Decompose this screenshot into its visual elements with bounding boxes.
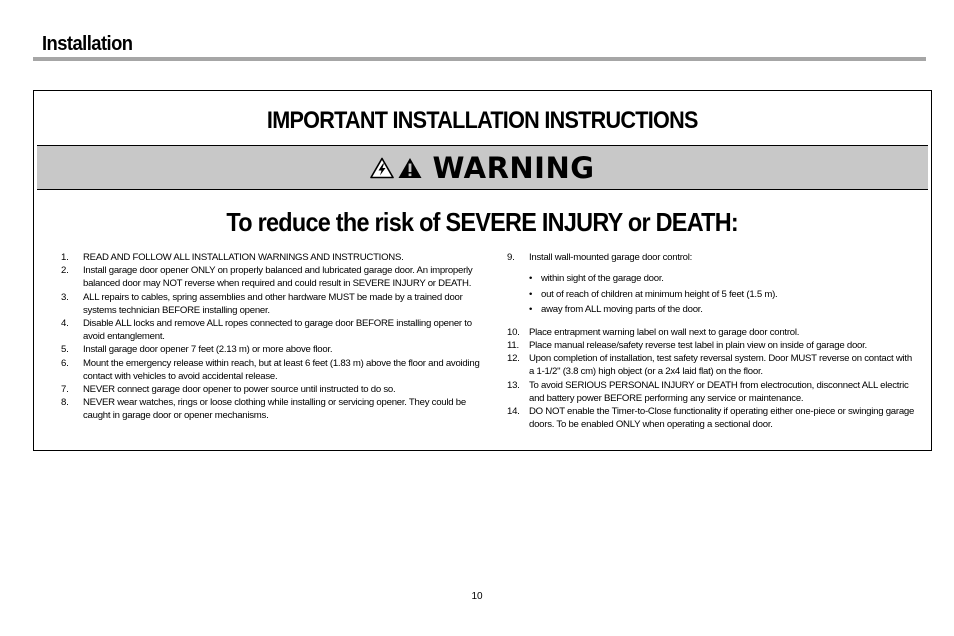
list-item [61,396,484,422]
item-number: 8. [61,397,69,409]
box-heading [34,107,931,135]
warning-box [33,90,932,451]
warning-banner [37,145,928,190]
bullet-text: out of reach of children at minimum height of 5 feet (1.5 m). [541,288,778,300]
list-item [507,405,917,431]
list-item [61,357,484,383]
list-item [61,264,484,290]
item-number: 1. [61,252,69,263]
item-text: To avoid SERIOUS PERSONAL INJURY or DEATH from electrocution, disconnect ALL electric and battery power BEFORE performing any service or maintenance. [529,379,909,404]
instructions-left-column [61,251,484,423]
item-number: 14. [507,405,520,417]
exclamation-warning-icon [398,157,422,179]
risk-subheading [34,207,931,238]
item-text: Mount the emergency release within reach, but at least 6 feet (1.83 m) above the floor and avoiding contact with vehicles to avoid accidental release. [83,357,480,382]
list-item [507,379,917,405]
list-item [507,326,917,339]
item-text: DO NOT enable the Timer-to-Close functionality if operating either one-piece or swinging garage doors. To be enabled ONLY when operating a sectional door. [529,405,915,431]
risk-subheading-text: To reduce the risk of SEVERE INJURY or DEATH: [226,207,739,237]
electrical-shock-warning-icon [370,157,394,179]
item-text: NEVER connect garage door opener to power source until instructed to do so. [83,384,396,396]
item-number: 13. [507,379,520,391]
section-title: Installation [42,33,133,55]
bullet-item [529,287,917,303]
item-text: Install wall-mounted garage door control: [529,252,693,263]
instructions-right-column [507,251,917,431]
list-item [61,383,484,396]
bullet-text: within sight of the garage door. [541,273,664,285]
box-heading-text: IMPORTANT INSTALLATION INSTRUCTIONS [267,107,698,134]
bullet-text: away from ALL moving parts of the door. [541,304,703,316]
warning-word: WARNING [432,150,595,185]
list-item [61,291,484,317]
bullet-icon: • [529,288,533,300]
list-item [507,352,917,378]
item-number: 3. [61,291,69,303]
item-number: 11. [507,339,519,351]
item-number: 9. [507,252,515,263]
item-number: 4. [61,318,69,330]
list-item [507,339,917,352]
section-divider [33,57,926,61]
control-placement-bullets [529,271,917,318]
item-text: Place entrapment warning label on wall next to garage door control. [529,326,800,338]
item-number: 12. [507,353,520,365]
item-number: 2. [61,265,69,277]
item-number: 5. [61,344,69,356]
item-text: Place manual release/safety reverse test label in plain view on inside of garage door. [529,339,867,351]
item-number: 6. [61,357,69,369]
item-text: Disable ALL locks and remove ALL ropes connected to garage door BEFORE installing opener to avoid entanglement. [83,318,472,343]
bullet-item [529,302,917,318]
list-item [61,251,484,264]
bullet-icon: • [529,304,533,316]
page-number: 10 [471,591,483,602]
item-text: ALL repairs to cables, spring assemblies and other hardware MUST be made by a trained door systems technician BEFORE installing opener. [83,291,463,316]
list-item [507,251,917,264]
item-number: 7. [61,384,69,396]
list-item [61,317,484,343]
item-number: 10. [507,326,520,338]
item-text: Upon completion of installation, test safety reversal system. Door MUST reverse on contact with a 1-1/2" (3.8 cm) high object (or a 2x4 laid flat) on the floor. [529,353,912,378]
item-text: NEVER wear watches, rings or loose clothing while installing or servicing opener. They could be caught in garage door or opener mechanisms. [83,397,466,422]
item-text: Install garage door opener ONLY on properly balanced and lubricated garage door. An improperly balanced door may NOT reverse when required and could result in SEVERE INJURY or DEATH. [83,265,473,290]
list-item [61,343,484,356]
item-text: Install garage door opener 7 feet (2.13 m) or more above floor. [83,344,333,356]
bullet-icon: • [529,273,533,285]
bullet-item [529,271,917,287]
item-text: READ AND FOLLOW ALL INSTALLATION WARNINGS AND INSTRUCTIONS. [83,252,404,263]
